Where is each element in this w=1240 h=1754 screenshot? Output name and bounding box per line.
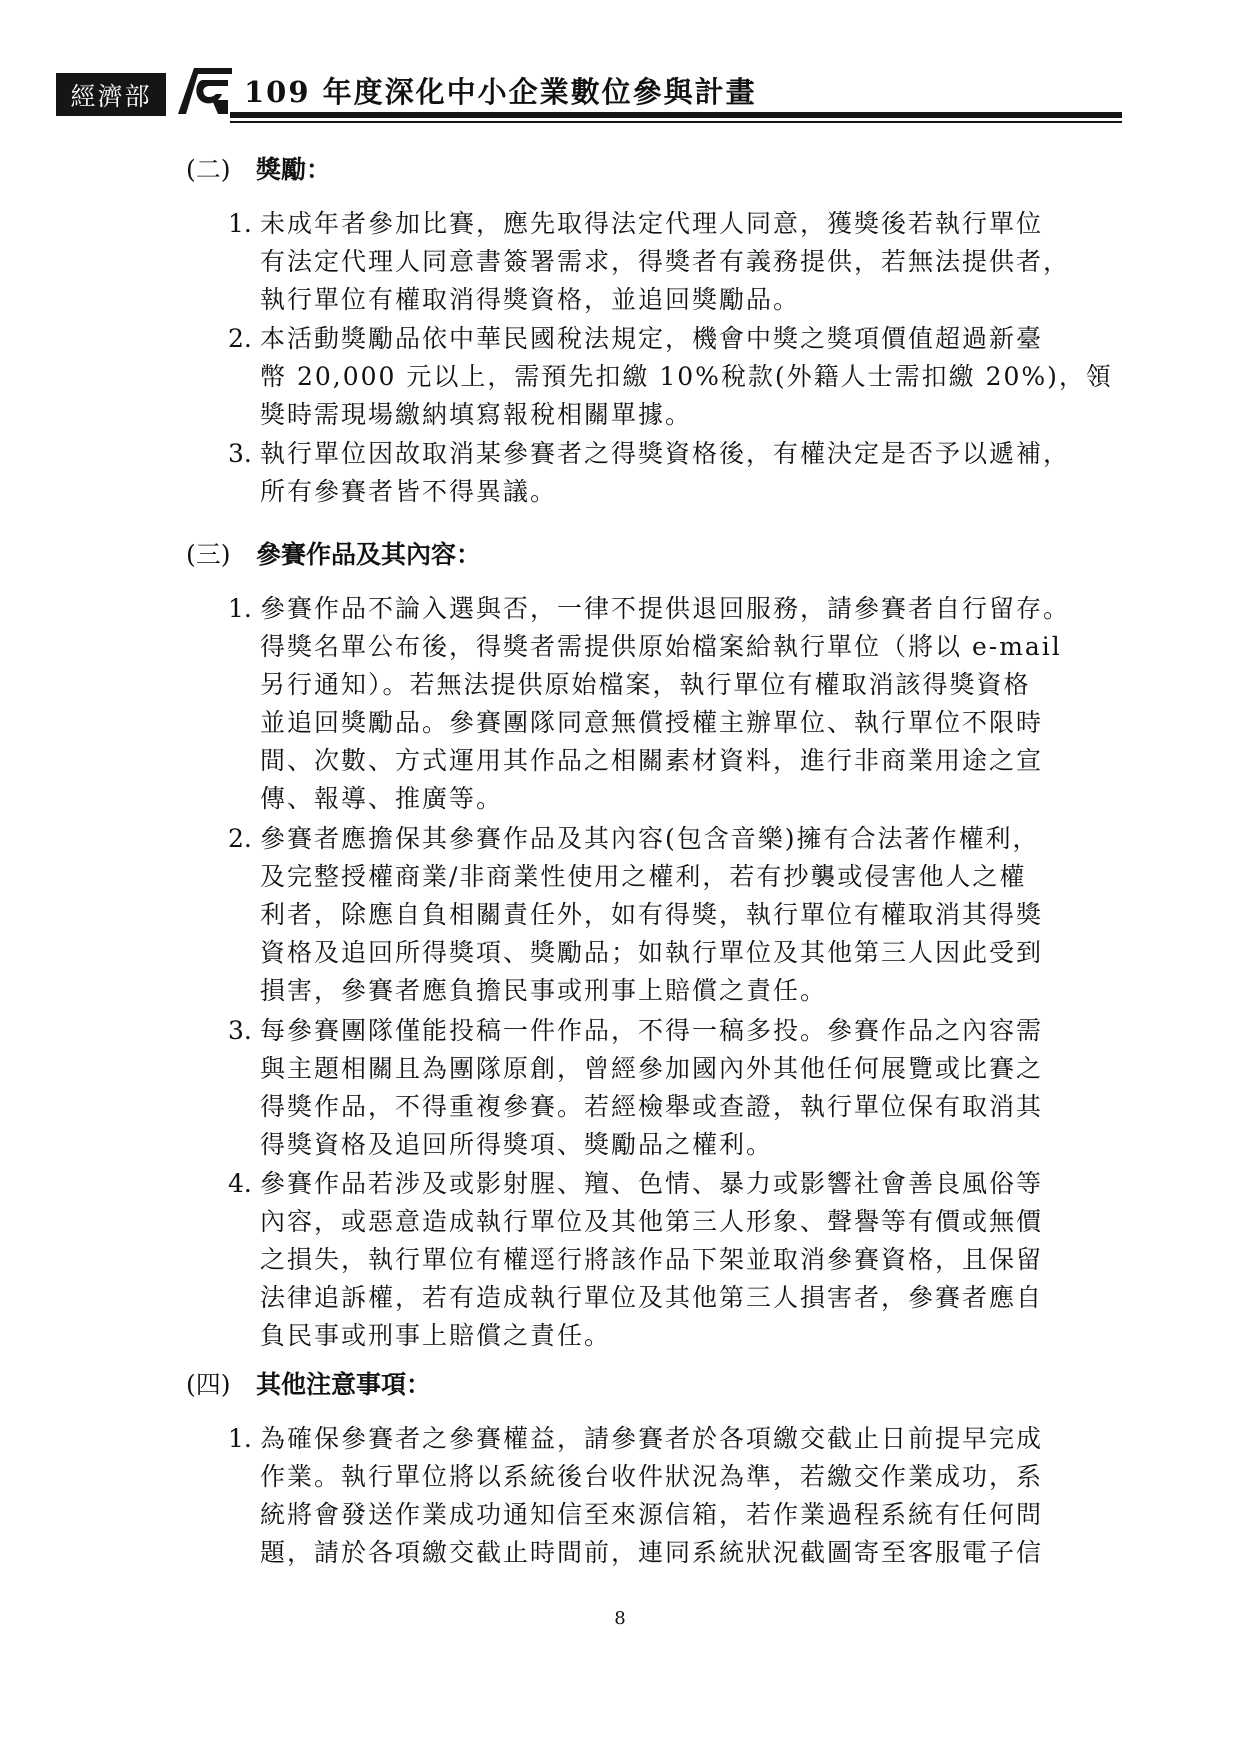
- item-line: 參賽作品若涉及或影射腥、羶、色情、暴力或影響社會善良風俗等: [260, 1169, 1044, 1198]
- section-title: 其他注意事項：: [256, 1370, 432, 1399]
- item-line: 法律追訴權，若有造成執行單位及其他第三人損害者，參賽者應自: [260, 1283, 1044, 1312]
- item-line: 間、次數、方式運用其作品之相關素材資料，進行非商業用途之宣: [260, 746, 1044, 775]
- item-line: 為確保參賽者之參賽權益，請參賽者於各項繳交截止日前提早完成: [260, 1424, 1044, 1453]
- item-line: 另行通知）。若無法提供原始檔案，執行單位有權取消該得獎資格: [260, 670, 1031, 699]
- item-line: 獎時需現場繳納填寫報稅相關單據。: [260, 400, 693, 429]
- item-line: 執行單位有權取消得獎資格，並追回獎勵品。: [260, 285, 801, 314]
- item-line: 有法定代理人同意書簽署需求，得獎者有義務提供，若無法提供者，: [260, 247, 1071, 276]
- section-title: 參賽作品及其內容：: [256, 540, 482, 569]
- section-heading: [186, 150, 331, 186]
- item-line: 作業。執行單位將以系統後台收件狀況為準，若繳交作業成功，系: [260, 1462, 1044, 1491]
- item-line: 負民事或刑事上賠償之責任。: [260, 1321, 612, 1350]
- item-number: 2.: [228, 824, 252, 853]
- item-line: 之損失，執行單位有權逕行將該作品下架並取消參賽資格，且保留: [260, 1245, 1044, 1274]
- section-number: (四): [186, 1370, 231, 1399]
- item-line: 所有參賽者皆不得異議。: [260, 477, 558, 506]
- header-rule-thin: [230, 121, 1122, 123]
- ministry-logo-icon: [172, 60, 234, 118]
- item-line: 內容，或惡意造成執行單位及其他第三人形象、聲譽等有價或無價: [260, 1207, 1044, 1236]
- item-line: 傳、報導、推廣等。: [260, 784, 504, 813]
- page-number: 8: [614, 1608, 626, 1629]
- item-number: 1.: [228, 1424, 252, 1453]
- section-number: (二): [186, 155, 231, 184]
- section-number: (三): [186, 540, 231, 569]
- item-line: 執行單位因故取消某參賽者之得獎資格後，有權決定是否予以遞補，: [260, 439, 1071, 468]
- item-line: 與主題相關且為團隊原創，曾經參加國內外其他任何展覽或比賽之: [260, 1054, 1044, 1083]
- section-heading: [186, 535, 481, 571]
- item-line: 得獎作品，不得重複參賽。若經檢舉或查證，執行單位保有取消其: [260, 1092, 1044, 1121]
- item-number: 1.: [228, 594, 252, 623]
- page-header: [0, 0, 1240, 130]
- item-line: 未成年者參加比賽，應先取得法定代理人同意，獲獎後若執行單位: [260, 209, 1044, 238]
- item-line: 參賽作品不論入選與否，一律不提供退回服務，請參賽者自行留存。: [260, 594, 1071, 623]
- item-number: 2.: [228, 324, 252, 353]
- org-label: 經濟部: [56, 73, 166, 116]
- header-rule-thick: [230, 112, 1122, 118]
- item-number: 1.: [228, 209, 252, 238]
- item-line: 損害，參賽者應負擔民事或刑事上賠償之責任。: [260, 976, 828, 1005]
- item-line: 資格及追回所得獎項、獎勵品；如執行單位及其他第三人因此受到: [260, 938, 1044, 967]
- item-line: 幣 20,000 元以上，需預先扣繳 10%稅款(外籍人士需扣繳 20%)，領: [260, 362, 1113, 391]
- item-line: 參賽者應擔保其參賽作品及其內容(包含音樂)擁有合法著作權利，: [260, 824, 1040, 853]
- item-line: 題，請於各項繳交截止時間前，連同系統狀況截圖寄至客服電子信: [260, 1538, 1044, 1567]
- item-number: 3.: [228, 439, 252, 468]
- item-line: 及完整授權商業/非商業性使用之權利，若有抄襲或侵害他人之權: [260, 862, 1027, 891]
- item-line: 得獎名單公布後，得獎者需提供原始檔案給執行單位（將以 e-mail: [260, 632, 1062, 661]
- item-line: 每參賽團隊僅能投稿一件作品，不得一稿多投。參賽作品之內容需: [260, 1016, 1044, 1045]
- item-line: 得獎資格及追回所得獎項、獎勵品之權利。: [260, 1130, 774, 1159]
- item-number: 4.: [228, 1169, 252, 1198]
- section-title: 獎勵：: [256, 155, 332, 184]
- plan-title: 109 年度深化中小企業數位參與計畫: [244, 75, 757, 109]
- item-number: 3.: [228, 1016, 252, 1045]
- item-line: 並追回獎勵品。參賽團隊同意無償授權主辦單位、執行單位不限時: [260, 708, 1044, 737]
- item-line: 統將會發送作業成功通知信至來源信箱，若作業過程系統有任何問: [260, 1500, 1044, 1529]
- item-line: 利者，除應自負相關責任外，如有得獎，執行單位有權取消其得獎: [260, 900, 1044, 929]
- section-heading: [186, 1365, 431, 1401]
- item-line: 本活動獎勵品依中華民國稅法規定，機會中獎之獎項價值超過新臺: [260, 324, 1044, 353]
